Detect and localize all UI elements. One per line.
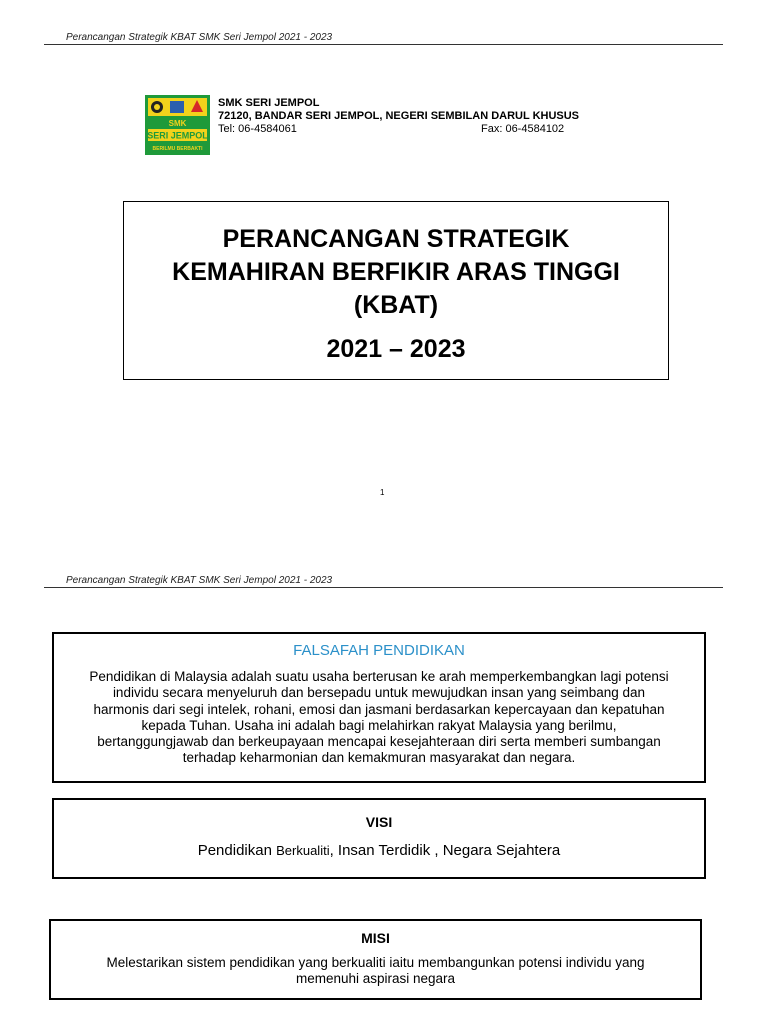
falsafah-line: individu secara menyeluruh dan bersepadu untuk mewujudkan insan yang seimbang dan bbox=[112, 685, 646, 701]
visi-text-part-1: Pendidikan bbox=[197, 842, 277, 859]
misi-text bbox=[71, 955, 680, 987]
page-number: 1 bbox=[380, 488, 385, 497]
falsafah-box bbox=[52, 632, 706, 783]
falsafah-line: Pendidikan di Malaysia adalah suatu usaha berterusan ke arah memperkembangkan lagi potensi bbox=[89, 669, 669, 684]
falsafah-heading: FALSAFAH PENDIDIKAN bbox=[293, 642, 465, 659]
visi-box bbox=[52, 798, 706, 879]
misi-heading: MISI bbox=[361, 930, 390, 946]
misi-line: Melestarikan sistem pendidikan yang berkualiti iaitu membangunkan potensi individu yang bbox=[106, 955, 645, 970]
misi-box bbox=[49, 919, 702, 1000]
falsafah-line: bertanggungjawab dan berkeupayaan mencapai kesejahteraan diri serta memberi sumbangan bbox=[97, 734, 661, 750]
visi-text-part-2: Berkualiti bbox=[276, 843, 330, 858]
school-tel: Tel: 06-4584061 bbox=[218, 123, 297, 135]
running-header: Perancangan Strategik KBAT SMK Seri Jempol 2021 - 2023 bbox=[66, 32, 333, 43]
falsafah-line: harmonis dari segi intelek, rohani, emosi dan jasmani berdasarkan kepercayaan dan kepatuhan bbox=[93, 701, 665, 717]
header-rule-page-2 bbox=[44, 587, 723, 588]
running-header-page-2: Perancangan Strategik KBAT SMK Seri Jempol 2021 - 2023 bbox=[66, 575, 333, 586]
visi-text-part-3: , Insan Terdidik , Negara Sejahtera bbox=[329, 842, 561, 859]
misi-line: memenuhi aspirasi negara bbox=[295, 971, 456, 986]
title-line-1: PERANCANGAN STRATEGIK bbox=[222, 225, 570, 253]
logo-motto-text: BERILMU BERBAKTI bbox=[152, 146, 203, 152]
title-years: 2021 – 2023 bbox=[326, 335, 466, 363]
school-info bbox=[218, 97, 579, 136]
contact-row bbox=[218, 123, 578, 136]
title-line-2: KEMAHIRAN BERFIKIR ARAS TINGGI bbox=[172, 258, 620, 286]
school-logo bbox=[145, 95, 210, 155]
title-box bbox=[123, 201, 669, 380]
school-name: SMK SERI JEMPOL bbox=[218, 97, 320, 109]
header-rule bbox=[44, 44, 723, 45]
school-address: 72120, BANDAR SERI JEMPOL, NEGERI SEMBILAN DARUL KHUSUS bbox=[218, 110, 580, 122]
logo-top-text: SMK bbox=[168, 119, 187, 128]
visi-heading: VISI bbox=[365, 814, 393, 830]
falsafah-text bbox=[64, 669, 694, 767]
falsafah-line: terhadap keharmonian dan kemakmuran masyarakat dan negara. bbox=[182, 750, 576, 766]
logo-name-text: SERI JEMPOL bbox=[147, 130, 208, 141]
title-line-3: (KBAT) bbox=[353, 291, 439, 319]
visi-text bbox=[54, 842, 704, 859]
school-fax: Fax: 06-4584102 bbox=[481, 123, 565, 135]
falsafah-line: kepada Tuhan. Usaha ini adalah bagi melahirkan rakyat Malaysia yang berilmu, bbox=[141, 717, 617, 733]
